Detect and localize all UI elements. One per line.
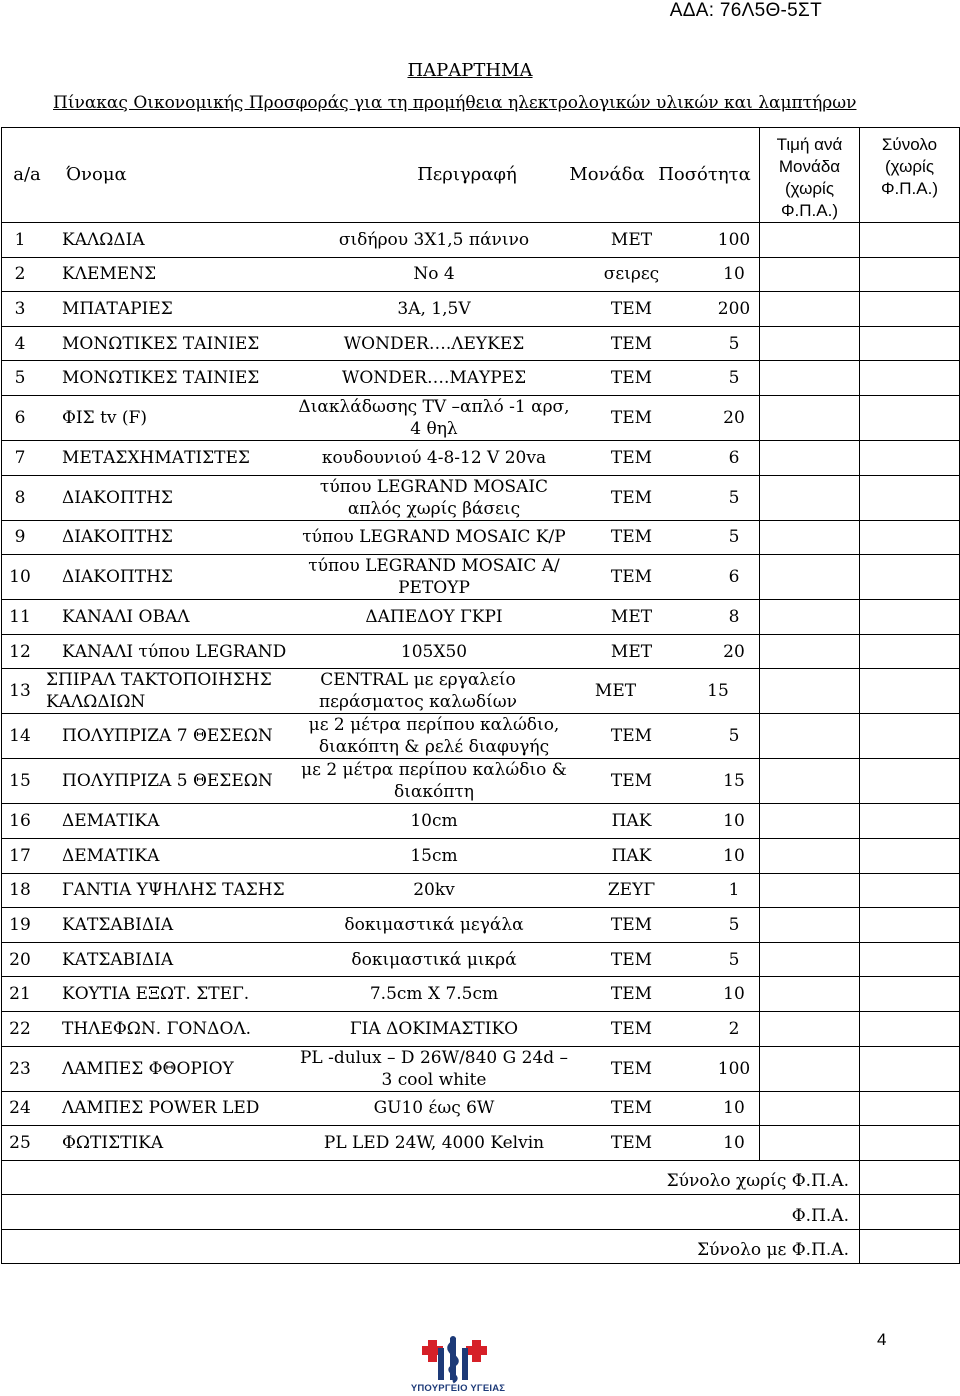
- row-unit-price: [760, 759, 860, 804]
- row-index: 16: [9, 811, 31, 832]
- row-quantity: 2: [728, 1018, 740, 1039]
- row-description: WONDER….ΛΕΥΚΕΣ: [343, 333, 525, 354]
- row-quantity: 10: [723, 1098, 745, 1119]
- header-unit-price: Τιμή ανά Μονάδα (χωρίς Φ.Π.Α.): [760, 128, 860, 223]
- row-unit: ΤΕΜ: [610, 567, 653, 588]
- row-index: 10: [9, 567, 31, 588]
- total-without-vat-label: Σύνολο χωρίς Φ.Π.Α.: [2, 1160, 860, 1195]
- row-unit: σειρες: [603, 264, 660, 285]
- row-name: ΓΑΝΤΙΑ ΥΨΗΛΗΣ ΤΑΣΗΣ: [62, 880, 285, 901]
- row-total: [860, 326, 960, 361]
- row-quantity: 100: [717, 229, 751, 250]
- row-description: 10cm: [410, 811, 458, 832]
- table-row: [2, 759, 960, 804]
- row-description: τύπου LEGRAND MOSAIC απλός χωρίς βάσεις: [319, 476, 549, 519]
- row-index: 3: [14, 298, 26, 319]
- row-index: 12: [9, 641, 31, 662]
- row-total: [860, 440, 960, 475]
- row-unit-price: [760, 257, 860, 292]
- row-quantity: 20: [723, 407, 745, 428]
- table-row: [2, 714, 960, 759]
- table-row: [2, 942, 960, 977]
- table-row: [2, 1011, 960, 1046]
- row-total: [860, 223, 960, 258]
- row-name: ΛΑΜΠΕΣ ΦΘΟΡΙΟΥ: [62, 1058, 234, 1079]
- row-index: 13: [9, 681, 31, 702]
- row-unit-price: [760, 1126, 860, 1161]
- header-name: Όνομα: [66, 164, 127, 185]
- row-description: WONDER….ΜΑΥΡΕΣ: [341, 368, 527, 389]
- row-name: ΚΑΤΣΑΒΙΔΙΑ: [62, 949, 174, 970]
- row-unit: ΠΑΚ: [611, 811, 652, 832]
- row-description: ΓΙΑ ΔΟΚΙΜΑΣΤΙΚΟ: [349, 1018, 519, 1039]
- row-description: δοκιμαστικά μικρά: [351, 949, 517, 970]
- row-quantity: 10: [723, 811, 745, 832]
- page-number: 4: [877, 1330, 887, 1349]
- table-row: [2, 908, 960, 943]
- row-description: τύπου LEGRAND MOSAIC Κ/Ρ: [302, 527, 566, 548]
- row-quantity: 6: [728, 447, 740, 468]
- row-description: PL LED 24W, 4000 Kelvin: [323, 1132, 545, 1153]
- row-description: 7.5cm Χ 7.5cm: [369, 984, 499, 1005]
- row-index: 14: [9, 726, 31, 747]
- row-unit: ΤΕΜ: [610, 914, 653, 935]
- table-row: [2, 1091, 960, 1126]
- row-unit-price: [760, 1011, 860, 1046]
- row-description: δοκιμαστικά μεγάλα: [344, 914, 524, 935]
- table-row: [2, 977, 960, 1012]
- row-index: 18: [9, 880, 31, 901]
- row-index: 17: [9, 845, 31, 866]
- row-quantity: 5: [728, 333, 740, 354]
- row-unit-price: [760, 326, 860, 361]
- row-name: ΤΗΛΕΦΩΝ. ΓΟΝΔΟΛ.: [62, 1018, 252, 1039]
- header-quantity: Ποσότητα: [658, 164, 751, 185]
- header-description: Περιγραφή: [417, 164, 517, 185]
- row-unit: ΤΕΜ: [610, 949, 653, 970]
- row-unit-price: [760, 634, 860, 669]
- row-unit-price: [760, 977, 860, 1012]
- row-unit-price: [760, 714, 860, 759]
- row-total: [860, 714, 960, 759]
- row-total: [860, 759, 960, 804]
- row-quantity: 5: [728, 487, 740, 508]
- row-index: 4: [14, 333, 26, 354]
- row-name: ΔΙΑΚΟΠΤΗΣ: [62, 527, 173, 548]
- table-row: [2, 669, 960, 714]
- row-name: ΛΑΜΠΕΣ POWER LED: [62, 1098, 260, 1119]
- row-index: 9: [14, 527, 26, 548]
- row-name: ΠΟΛΥΠΡΙΖΑ 7 ΘΕΣΕΩΝ: [62, 726, 273, 747]
- row-total: [860, 361, 960, 396]
- row-total: [860, 873, 960, 908]
- row-total: [860, 395, 960, 440]
- row-index: 21: [9, 984, 31, 1005]
- row-quantity: 5: [728, 368, 740, 389]
- table-row: [2, 326, 960, 361]
- table-row: [2, 257, 960, 292]
- header-index: a/a: [13, 164, 41, 185]
- row-name: ΦΙΣ tv (F): [62, 407, 147, 428]
- row-unit: ΤΕΜ: [610, 407, 653, 428]
- row-description: 20kv: [413, 880, 455, 901]
- table-row: [2, 395, 960, 440]
- table-row: [2, 838, 960, 873]
- row-quantity: 1: [728, 880, 740, 901]
- row-name: ΜΕΤΑΣΧΗΜΑΤΙΣΤΕΣ: [62, 447, 250, 468]
- row-unit-price: [760, 873, 860, 908]
- row-unit: ΠΑΚ: [611, 845, 652, 866]
- row-index: 11: [9, 606, 31, 627]
- row-quantity: 100: [717, 1058, 751, 1079]
- row-unit: ΤΕΜ: [610, 1018, 653, 1039]
- row-total: [860, 555, 960, 600]
- row-name: ΜΟΝΩΤΙΚΕΣ ΤΑΙΝΙΕΣ: [62, 333, 260, 354]
- row-unit-price: [760, 1091, 860, 1126]
- row-total: [860, 1046, 960, 1091]
- table-row: [2, 440, 960, 475]
- row-unit: ΤΕΜ: [610, 1132, 653, 1153]
- row-quantity: 20: [723, 641, 745, 662]
- row-quantity: 10: [723, 1132, 745, 1153]
- row-description: Νο 4: [413, 264, 455, 285]
- row-index: 2: [14, 264, 26, 285]
- row-quantity: 10: [723, 984, 745, 1005]
- row-unit-price: [760, 395, 860, 440]
- row-name: ΔΙΑΚΟΠΤΗΣ: [62, 567, 173, 588]
- row-unit: ΤΕΜ: [610, 298, 653, 319]
- row-unit: ΤΕΜ: [610, 771, 653, 792]
- row-name: ΚΑΝΑΛΙ τύπου LEGRAND: [62, 641, 287, 662]
- row-unit-price: [760, 475, 860, 520]
- totals-row: [2, 1195, 960, 1230]
- row-total: [860, 520, 960, 555]
- row-unit: ΤΕΜ: [610, 1058, 653, 1079]
- table-row: [2, 555, 960, 600]
- row-description: GU10 έως 6W: [373, 1098, 495, 1119]
- ministry-label: ΥΠΟΥΡΓΕΙΟ ΥΓΕΙΑΣ: [410, 1383, 506, 1394]
- total-without-vat-value: [860, 1160, 960, 1195]
- row-index: 24: [9, 1098, 31, 1119]
- row-description: Διακλάδωσης TV –απλό -1 αρσ, 4 θηλ: [298, 396, 570, 439]
- row-quantity: 200: [717, 298, 751, 319]
- row-quantity: 10: [723, 264, 745, 285]
- row-description: σιδήρου 3Χ1,5 πάνινο: [338, 229, 530, 250]
- table-row: [2, 600, 960, 635]
- row-name: ΜΟΝΩΤΙΚΕΣ ΤΑΙΝΙΕΣ: [62, 368, 260, 389]
- table-row: [2, 873, 960, 908]
- row-name: ΜΠΑΤΑΡΙΕΣ: [62, 298, 173, 319]
- row-unit-price: [760, 669, 860, 714]
- row-unit: ΤΕΜ: [610, 726, 653, 747]
- row-name: ΣΠΙΡΑΛ ΤΑΚΤΟΠΟΙΗΣΗΣ ΚΑΛΩΔΙΩΝ: [46, 670, 272, 713]
- row-unit-price: [760, 600, 860, 635]
- row-name: ΚΑΛΩΔΙΑ: [62, 229, 145, 250]
- row-quantity: 8: [728, 606, 740, 627]
- document-title: ΠΑΡΑΡΤΗΜΑ: [407, 60, 533, 81]
- row-description: 3Α, 1,5V: [397, 298, 471, 319]
- row-name: ΚΛΕΜΕΝΣ: [62, 264, 157, 285]
- row-unit-price: [760, 361, 860, 396]
- row-total: [860, 977, 960, 1012]
- row-description: CENTRAL με εργαλείο περάσματος καλωδίων: [319, 670, 517, 713]
- row-total: [860, 1126, 960, 1161]
- row-description: τύπου LEGRAND MOSAIC Α/ΡΕΤΟΥΡ: [308, 556, 560, 599]
- table-row: [2, 1126, 960, 1161]
- row-unit-price: [760, 520, 860, 555]
- table-row: [2, 475, 960, 520]
- row-name: ΔΕΜΑΤΙΚΑ: [62, 811, 160, 832]
- row-index: 5: [14, 368, 26, 389]
- row-description: 105Χ50: [400, 641, 468, 662]
- row-unit: ΤΕΜ: [610, 527, 653, 548]
- row-description: με 2 μέτρα περίπου καλώδιο, διακόπτη & ρελέ διαφυγής: [308, 715, 560, 758]
- table-row: [2, 223, 960, 258]
- row-description: PL -dulux – D 26W/840 G 24d – 3 cool white: [299, 1047, 569, 1090]
- row-total: [860, 257, 960, 292]
- row-name: ΔΙΑΚΟΠΤΗΣ: [62, 487, 173, 508]
- row-name: ΔΕΜΑΤΙΚΑ: [62, 845, 160, 866]
- row-name: ΠΟΛΥΠΡΙΖΑ 5 ΘΕΣΕΩΝ: [62, 771, 273, 792]
- row-quantity: 5: [728, 914, 740, 935]
- row-quantity: 5: [728, 949, 740, 970]
- row-index: 1: [14, 229, 26, 250]
- total-with-vat-value: [860, 1229, 960, 1264]
- row-description: ΔΑΠΕΔΟΥ ΓΚΡΙ: [365, 606, 503, 627]
- row-unit-price: [760, 942, 860, 977]
- total-with-vat-label: Σύνολο με Φ.Π.Α.: [2, 1229, 860, 1264]
- row-unit-price: [760, 223, 860, 258]
- row-quantity: 15: [723, 771, 745, 792]
- row-unit: ΜΕΤ: [594, 681, 637, 702]
- row-unit-price: [760, 440, 860, 475]
- totals-row: [2, 1160, 960, 1195]
- row-name: ΚΟΥΤΙΑ ΕΞΩΤ. ΣΤΕΓ.: [62, 984, 250, 1005]
- row-unit-price: [760, 555, 860, 600]
- table-row: [2, 520, 960, 555]
- row-total: [860, 1091, 960, 1126]
- row-index: 6: [14, 407, 26, 428]
- row-name: ΦΩΤΙΣΤΙΚΑ: [62, 1132, 164, 1153]
- row-unit: ΤΕΜ: [610, 984, 653, 1005]
- row-index: 15: [9, 771, 31, 792]
- row-unit-price: [760, 1046, 860, 1091]
- totals-row: [2, 1229, 960, 1264]
- header-unit: Μονάδα: [569, 164, 645, 185]
- row-unit-price: [760, 292, 860, 327]
- row-unit: ΤΕΜ: [610, 368, 653, 389]
- row-total: [860, 669, 960, 714]
- row-index: 25: [9, 1132, 31, 1153]
- row-total: [860, 942, 960, 977]
- row-quantity: 6: [728, 567, 740, 588]
- row-unit: ΜΕΤ: [610, 641, 653, 662]
- row-unit-price: [760, 804, 860, 839]
- vat-label: Φ.Π.Α.: [2, 1195, 860, 1230]
- row-index: 8: [14, 487, 26, 508]
- table-row: [2, 1046, 960, 1091]
- table-row: [2, 361, 960, 396]
- row-unit: ΤΕΜ: [610, 487, 653, 508]
- row-unit-price: [760, 908, 860, 943]
- row-unit: ΤΕΜ: [610, 447, 653, 468]
- row-total: [860, 600, 960, 635]
- offer-table: [1, 127, 960, 1264]
- row-unit-price: [760, 838, 860, 873]
- row-total: [860, 804, 960, 839]
- row-unit: ΖΕΥΓ: [607, 880, 656, 901]
- table-row: [2, 804, 960, 839]
- row-total: [860, 908, 960, 943]
- row-quantity: 15: [707, 681, 729, 702]
- row-quantity: 5: [728, 726, 740, 747]
- row-total: [860, 634, 960, 669]
- document-subtitle: Πίνακας Οικονομικής Προσφοράς για τη προμήθεια ηλεκτρολογικών υλικών και λαμπτήρων: [53, 93, 857, 113]
- row-index: 7: [14, 447, 26, 468]
- row-index: 19: [9, 914, 31, 935]
- row-quantity: 10: [723, 845, 745, 866]
- row-quantity: 5: [728, 527, 740, 548]
- row-total: [860, 838, 960, 873]
- row-name: ΚΑΤΣΑΒΙΔΙΑ: [62, 914, 174, 935]
- row-unit: ΤΕΜ: [610, 1098, 653, 1119]
- table-header-row: [2, 128, 960, 223]
- row-name: ΚΑΝΑΛΙ ΟΒΑΛ: [62, 606, 190, 627]
- row-unit: ΤΕΜ: [610, 333, 653, 354]
- row-total: [860, 1011, 960, 1046]
- table-row: [2, 292, 960, 327]
- row-description: με 2 μέτρα περίπου καλώδιο & διακόπτη: [301, 760, 567, 803]
- row-description: κουδουνιού 4-8-12 V 20va: [321, 447, 547, 468]
- header-total: Σύνολο (χωρίς Φ.Π.Α.): [860, 128, 960, 223]
- row-index: 23: [9, 1058, 31, 1079]
- row-index: 22: [9, 1018, 31, 1039]
- row-unit: ΜΕΤ: [610, 229, 653, 250]
- row-total: [860, 475, 960, 520]
- row-unit: ΜΕΤ: [610, 606, 653, 627]
- row-description: 15cm: [410, 845, 458, 866]
- row-total: [860, 292, 960, 327]
- table-row: [2, 634, 960, 669]
- vat-value: [860, 1195, 960, 1230]
- ada-code: ΑΔΑ: 76Λ5Θ-5ΣΤ: [669, 0, 822, 21]
- row-index: 20: [9, 949, 31, 970]
